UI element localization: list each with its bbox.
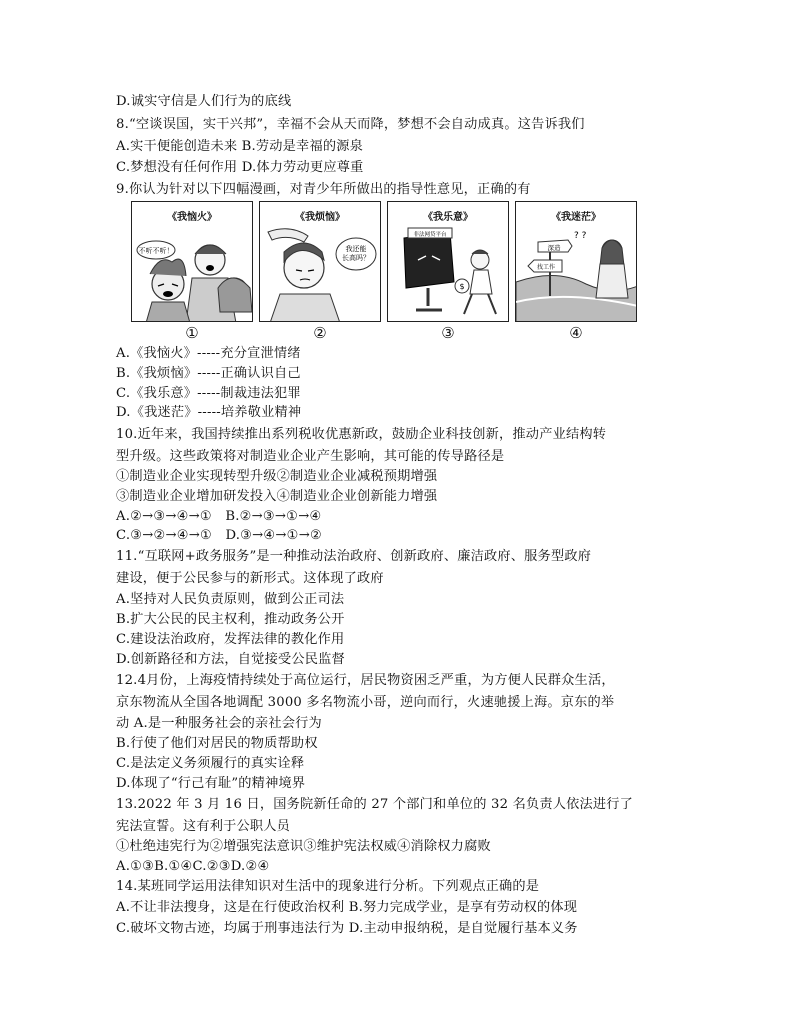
comic-panel-number: ③ [441,324,455,342]
question-14-options-cd: C.破坏文物古迹，均属于刑事违法行为 D.主动申报纳税，是自觉履行基本义务 [116,921,578,936]
comic-strip [131,201,640,342]
question-14-stem: 14.某班同学运用法律知识对生活中的现象进行分析。下列观点正确的是 [116,879,540,894]
option-7d: D.诚实守信是人们行为的底线 [116,94,292,109]
question-10-options-cd: C.③→②→④→① D.③→④→①→② [116,528,322,543]
question-12-option-c: C.是法定义务须履行的真实诠释 [116,756,305,771]
comic-panel-number: ① [185,324,199,342]
question-11-option-c: C.建设法治政府，发挥法律的教化作用 [116,632,345,647]
angry-family-illustration [132,202,253,322]
crossroads-illustration [516,202,637,322]
comic-panel-4 [515,201,637,322]
money-bag-symbol: $ [459,282,465,291]
worry-speech-text-2: 长高吗？ [342,254,370,262]
question-8-options-ab: A.实干便能创造未来 B.劳动是幸福的源泉 [116,139,363,154]
question-12-option-b: B.行使了他们对居民的物质帮助权 [116,736,318,751]
signpost-label-2: 找工作 [536,264,556,271]
question-8-stem: 8.“空谈误国，实干兴邦”，幸福不会从天而降，梦想不会自动成真。这告诉我们 [116,117,585,132]
comic-panel-number: ② [313,324,327,342]
comic-panel-1 [131,201,253,322]
worry-speech-text-1: 我还能 [345,245,367,253]
question-9-stem: 9.你认为针对以下四幅漫画，对青少年所做出的指导性意见，正确的有 [116,182,531,197]
loan-platform-sign: 非法网贷平台 [413,232,447,238]
question-11-option-b: B.扩大公民的民主权利，推动政务公开 [116,612,345,627]
angry-speech-text: 不听不听！ [138,247,174,255]
question-marks: ? ? [574,231,587,241]
comic-panel-3 [387,201,509,322]
signpost-label-1: 深造 [547,244,561,252]
question-10-stem-2: 型升级。这些政策将对制造业企业产生影响，其可能的传导路径是 [116,449,505,464]
question-10-stem-1: 10.近年来，我国持续推出系列税收优惠新政，鼓励企业科技创新，推动产业结构转 [116,427,607,442]
question-9-option-d: D.《我迷茫》-----培养敬业精神 [116,405,302,420]
question-10-items-34: ③制造业企业增加研发投入④制造业企业创新能力增强 [116,489,438,504]
question-12-option-a: 动 A.是一种服务社会的亲社会行为 [116,716,322,731]
question-12-stem-2: 京东物流从全国各地调配 3000 多名物流小哥，逆向而行，火速驰援上海。京东的举 [116,695,615,710]
question-8-options-cd: C.梦想没有任何作用 D.体力劳动更应尊重 [116,160,364,175]
question-13-options: A.①③B.①④C.②③D.②④ [116,859,270,874]
loan-trap-illustration [388,202,509,322]
question-10-options-ab: A.②→③→④→① B.②→③→①→④ [116,509,322,524]
question-11-option-a: A.坚持对人民负责原则，做到公正司法 [116,592,345,607]
question-9-option-a: A.《我恼火》-----充分宣泄情绪 [116,346,301,361]
comic-panel-title: 《我乐意》 [423,212,473,223]
question-11-stem-2: 建设，便于公民参与的新形式。这体现了政府 [116,571,384,586]
comic-panel-title: 《我迷茫》 [551,212,601,223]
comic-panel-title: 《我恼火》 [167,212,217,223]
question-13-stem-2: 宪法宣誓。这有利于公职人员 [116,819,291,834]
question-9-option-c: C.《我乐意》-----制裁违法犯罪 [116,386,301,401]
comic-panel-title: 《我烦恼》 [295,212,345,223]
question-12-option-d: D.体现了“行己有耻”的精神境界 [116,776,306,791]
question-13-items: ①杜绝违宪行为②增强宪法意识③维护宪法权威④消除权力腐败 [116,839,491,854]
question-13-stem-1: 13.2022 年 3 月 16 日，国务院新任命的 27 个部门和单位的 32 名负责人依法进行了 [116,797,634,812]
question-11-stem-1: 11.“互联网+政务服务”是一种推动法治政府、创新政府、廉洁政府、服务型政府 [116,549,592,564]
question-12-stem-1: 12.4月份，上海疫情持续处于高位运行，居民物资困乏严重，为方便人民群众生活， [116,673,615,688]
comic-panel-2 [259,201,381,322]
worried-boy-illustration [260,202,381,322]
question-14-options-ab: A.不让非法搜身，这是在行使政治权利 B.努力完成学业，是享有劳动权的体现 [116,900,578,915]
question-10-items-12: ①制造业企业实现转型升级②制造业企业减税预期增强 [116,469,438,484]
question-9-option-b: B.《我烦恼》-----正确认识自己 [116,366,301,381]
comic-panel-number: ④ [569,324,583,342]
question-11-option-d: D.创新路径和方法，自觉接受公民监督 [116,652,345,667]
